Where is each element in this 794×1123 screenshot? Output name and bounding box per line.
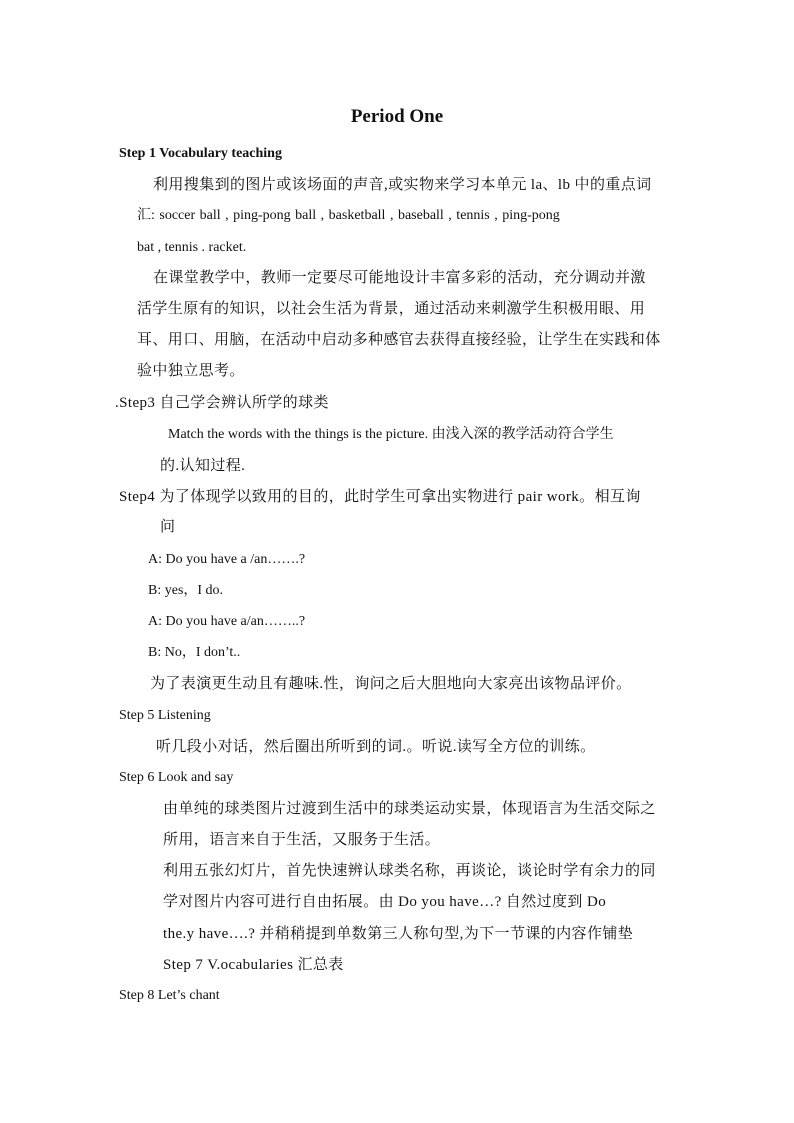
paragraph-line: 为了表演更生动且有趣味.性，询问之后大胆地向大家亮出该物品评价。: [150, 676, 632, 692]
step5-heading: Step 5 Listening: [119, 708, 211, 723]
dialogue-line: B: No，I don’t..: [148, 645, 241, 660]
paragraph-line: 利用五张幻灯片，首先快速辨认球类名称，再谈论，谈论时学有余力的同: [163, 863, 656, 879]
dialogue-line: B: yes，I do.: [148, 583, 224, 598]
paragraph-line: 所用，语言来自于生活，又服务于生活。: [163, 832, 441, 848]
dialogue-line: A: Do you have a/an……..?: [148, 614, 306, 629]
paragraph-line: 的.认知过程.: [160, 458, 246, 474]
step4-heading: Step4 为了体现学以致用的目的，此时学生可拿出实物进行 pair work。相互询: [119, 489, 641, 505]
dialogue-line: A: Do you have a /an…….?: [148, 552, 306, 567]
paragraph-line: 问: [160, 519, 176, 535]
step8-heading: Step 8 Let’s chant: [119, 988, 220, 1003]
paragraph-line: bat , tennis . racket.: [137, 240, 247, 255]
paragraph-line: 耳、用口、用脑，在活动中启动多种感官去获得直接经验，让学生在实践和体: [137, 332, 661, 348]
paragraph-line: 在课堂教学中，教师一定要尽可能地设计丰富多彩的活动，充分调动并激: [153, 270, 646, 286]
step7-line: Step 7 V.ocabularies 汇总表: [163, 957, 344, 973]
step1-heading: Step 1 Vocabulary teaching: [119, 146, 282, 161]
step6-heading: Step 6 Look and say: [119, 770, 234, 785]
paragraph-line: 活学生原有的知识，以社会生活为背景，通过活动来刺激学生积极用眼、用: [137, 301, 646, 317]
step3-heading: .Step3 自己学会辨认所学的球类: [115, 395, 329, 411]
paragraph-line: 利用搜集到的图片或该场面的声音,或实物来学习本单元 la、lb 中的重点词: [153, 177, 652, 193]
paragraph-line: 汇: soccer ball , ping-pong ball , basketball , baseball , tennis , ping-pong: [137, 208, 560, 223]
paragraph-line: 学对图片内容可进行自由拓展。由 Do you have…? 自然过度到 Do: [163, 894, 607, 910]
paragraph-line: the.y have….? 并稍稍提到单数第三人称句型,为下一节课的内容作铺垫: [163, 926, 634, 942]
paragraph-line: 听几段小对话，然后圈出所听到的词.。听说.读写全方位的训练。: [156, 739, 596, 755]
paragraph-line: Match the words with the things is the picture. 由浅入深的教学活动符合学生: [168, 427, 614, 442]
paragraph-line: 由单纯的球类图片过渡到生活中的球类运动实景，体现语言为生活交际之: [163, 801, 656, 817]
paragraph-line: 验中独立思考。: [137, 363, 245, 379]
page-title: Period One: [350, 106, 444, 127]
